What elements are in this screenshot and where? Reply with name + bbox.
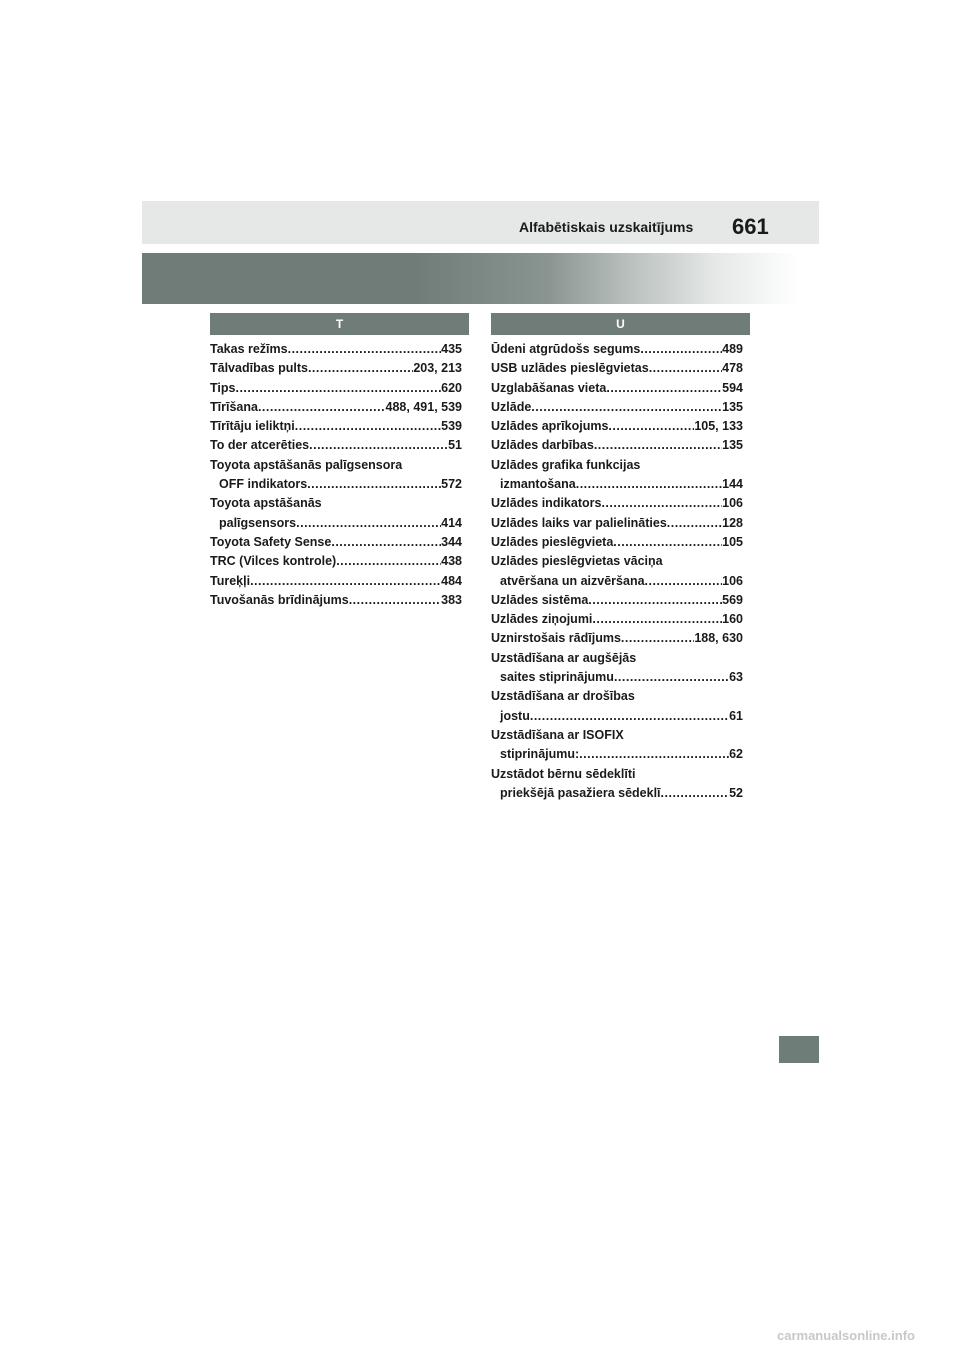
dot-leader [349, 591, 441, 610]
index-page-refs: 620 [441, 380, 462, 395]
dot-leader [608, 417, 694, 436]
index-term: stiprinājumu: [500, 747, 580, 762]
index-page-refs: 383 [441, 592, 462, 607]
index-page-refs: 52 [729, 785, 743, 800]
index-entry-lead-line: Toyota apstāšanās palīgsensora [210, 457, 403, 472]
index-list-u [491, 340, 743, 803]
index-term: Uznirstošais rādījums [491, 631, 621, 646]
index-entry [210, 340, 462, 359]
index-entry-line [210, 359, 462, 378]
dot-leader [258, 398, 386, 417]
index-entry-line [491, 417, 743, 436]
index-page-refs: 438 [441, 554, 462, 569]
chapter-side-tab [779, 1036, 819, 1063]
dot-leader [295, 417, 441, 436]
index-entry [491, 340, 743, 359]
index-term: TRC (Vilces kontrole) [210, 554, 337, 569]
index-page-refs: 62 [729, 747, 743, 762]
index-page-refs: 135 [722, 399, 743, 414]
index-entry [491, 436, 743, 455]
dot-leader [649, 359, 722, 378]
index-entry-line [210, 533, 462, 552]
index-entry [210, 436, 462, 455]
index-entry [491, 398, 743, 417]
index-term: Uzlādes darbības [491, 438, 594, 453]
dot-leader [530, 707, 729, 726]
section-header-u: U [491, 313, 750, 335]
index-page-refs: 106 [722, 573, 743, 588]
index-term: Uzglabāšanas vieta [491, 380, 607, 395]
index-entry-line [210, 379, 462, 398]
dot-leader [309, 436, 448, 455]
index-page-refs: 344 [441, 534, 462, 549]
dot-leader [307, 475, 441, 494]
index-term: Uzlādes aprīkojums [491, 419, 609, 434]
index-entry-line [210, 552, 462, 571]
index-entry [210, 572, 462, 591]
index-entry-line [210, 340, 462, 359]
index-term: Ūdeni atgrūdošs segums [491, 342, 641, 356]
dot-leader [592, 610, 722, 629]
dot-leader [621, 629, 694, 648]
index-entry-line [491, 475, 743, 494]
index-entry-line [491, 610, 743, 629]
dot-leader [579, 745, 729, 764]
index-page-refs: 539 [441, 419, 462, 434]
index-term: jostu [500, 708, 530, 723]
index-term: Tālvadības pults [210, 361, 308, 376]
index-entry [491, 379, 743, 398]
index-term: Tīrītāju ieliktņi [210, 419, 295, 434]
index-term: atvēršana un aizvēršana [500, 573, 645, 588]
index-entry [210, 533, 462, 552]
index-entry [491, 765, 743, 804]
index-term: saites stiprinājumu [500, 670, 614, 685]
index-entry-line [491, 572, 743, 591]
index-entry [491, 591, 743, 610]
dot-leader [296, 514, 441, 533]
index-term: Tuvošanās brīdinājums [210, 592, 349, 607]
dot-leader [613, 533, 722, 552]
index-entry [210, 398, 462, 417]
index-term: Uzlādes indikators [491, 496, 602, 511]
index-term: USB uzlādes pieslēgvietas [491, 361, 649, 376]
index-entry-lead-line: Uzstādīšana ar drošības [491, 689, 635, 704]
index-entry [210, 494, 462, 533]
index-entry-line [210, 475, 462, 494]
dot-leader [667, 514, 722, 533]
index-term: Uzlādes pieslēgvieta [491, 534, 614, 549]
index-term: Takas režīms [210, 342, 288, 356]
page-number: 661 [732, 214, 769, 239]
index-entry-line [491, 629, 743, 648]
index-page-refs: 135 [722, 438, 743, 453]
index-term: Toyota Safety Sense [210, 534, 332, 549]
dot-leader [645, 572, 723, 591]
index-entry [491, 552, 743, 591]
index-entry [491, 514, 743, 533]
dot-leader [250, 572, 441, 591]
index-page-refs: 63 [729, 670, 743, 685]
index-page-refs: 569 [722, 592, 743, 607]
index-entry-line [491, 494, 743, 513]
index-term: Tips [210, 380, 236, 395]
index-entry [210, 591, 462, 610]
dot-leader [594, 436, 722, 455]
watermark: carmanualsonline.info [777, 1328, 915, 1343]
index-entry [210, 552, 462, 571]
index-entry [210, 456, 462, 495]
dot-leader [336, 552, 441, 571]
running-header-title: Alfabētiskais uzskaitījums [519, 219, 694, 235]
index-page-refs: 594 [722, 380, 743, 395]
index-page-refs: 435 [441, 342, 462, 356]
dot-leader [576, 475, 722, 494]
dot-leader [606, 379, 722, 398]
index-entry-line [491, 379, 743, 398]
index-page-refs: 203, 213 [413, 361, 462, 376]
index-page-refs: 484 [441, 573, 462, 588]
index-term: Uzlādes ziņojumi [491, 612, 593, 627]
index-entry [491, 629, 743, 648]
dot-leader [588, 591, 722, 610]
index-entry [491, 687, 743, 726]
index-entry-line [491, 668, 743, 687]
dot-leader [614, 668, 729, 687]
index-entry-line [491, 707, 743, 726]
index-entry-line [210, 436, 462, 455]
index-entry-line [210, 514, 462, 533]
index-entry-line [210, 591, 462, 610]
index-entry-line [491, 436, 743, 455]
index-page-refs: 188, 630 [694, 631, 743, 646]
index-page-refs: 414 [441, 515, 462, 530]
dot-leader [531, 398, 722, 417]
index-entry [210, 359, 462, 378]
index-term: To der atcerēties [210, 438, 310, 453]
dot-leader [601, 494, 722, 513]
index-page-refs: 106 [722, 496, 743, 511]
index-entry-lead-line: Uzstādot bērnu sēdeklīti [491, 766, 636, 781]
header-bar [142, 201, 819, 244]
dot-leader [661, 784, 730, 803]
index-page-refs: 128 [722, 515, 743, 530]
index-entry-line [210, 417, 462, 436]
index-term: palīgsensors [219, 515, 297, 530]
dot-leader [288, 340, 442, 359]
index-page-refs: 489 [722, 342, 743, 356]
index-entry-line [491, 359, 743, 378]
index-entry-line [491, 745, 743, 764]
index-entry-line [491, 398, 743, 417]
index-entry [491, 456, 743, 495]
index-term: OFF indikators [219, 477, 308, 492]
index-entry [210, 417, 462, 436]
index-list-t [210, 340, 462, 610]
index-entry-line [210, 398, 462, 417]
index-entry-line [210, 572, 462, 591]
index-term: izmantošana [500, 477, 576, 492]
index-entry-line [491, 533, 743, 552]
index-term: Uzlādes sistēma [491, 592, 589, 607]
dot-leader [640, 340, 722, 359]
index-entry-line [491, 340, 743, 359]
index-entry [491, 726, 743, 765]
index-term: Uzlāde [491, 399, 532, 414]
index-page-refs: 51 [448, 438, 462, 453]
index-entry [491, 417, 743, 436]
index-entry [491, 610, 743, 629]
index-term: priekšējā pasažiera sēdeklī [500, 785, 661, 800]
index-page-refs: 572 [441, 477, 462, 492]
index-entry [491, 494, 743, 513]
index-entry [491, 649, 743, 688]
index-page-refs: 478 [722, 361, 743, 376]
index-entry-lead-line: Uzlādes grafika funkcijas [491, 457, 641, 472]
index-entry-lead-line: Uzstādīšana ar augšējās [491, 650, 637, 665]
index-page-refs: 160 [722, 612, 743, 627]
index-entry-lead-line: Toyota apstāšanās [210, 496, 322, 511]
decorative-gradient-band [142, 253, 819, 304]
index-term: Tureķļi [210, 573, 251, 588]
index-entry [491, 359, 743, 378]
index-entry-lead-line: Uzstādīšana ar ISOFIX [491, 727, 624, 742]
index-entry-lead-line: Uzlādes pieslēgvietas vāciņa [491, 554, 663, 569]
index-entry [210, 379, 462, 398]
index-page-refs: 105 [722, 534, 743, 549]
index-entry [491, 533, 743, 552]
index-term: Uzlādes laiks var palielināties [491, 515, 667, 530]
index-page-refs: 61 [729, 708, 743, 723]
index-page-refs: 488, 491, 539 [385, 399, 462, 414]
dot-leader [331, 533, 441, 552]
index-page-refs: 144 [722, 477, 743, 492]
index-entry-line [491, 514, 743, 533]
dot-leader [308, 359, 413, 378]
index-page-refs: 105, 133 [694, 419, 743, 434]
section-header-t: T [210, 313, 469, 335]
index-entry-line [491, 784, 743, 803]
dot-leader [235, 379, 441, 398]
index-term: Tīrīšana [210, 399, 258, 414]
index-entry-line [491, 591, 743, 610]
